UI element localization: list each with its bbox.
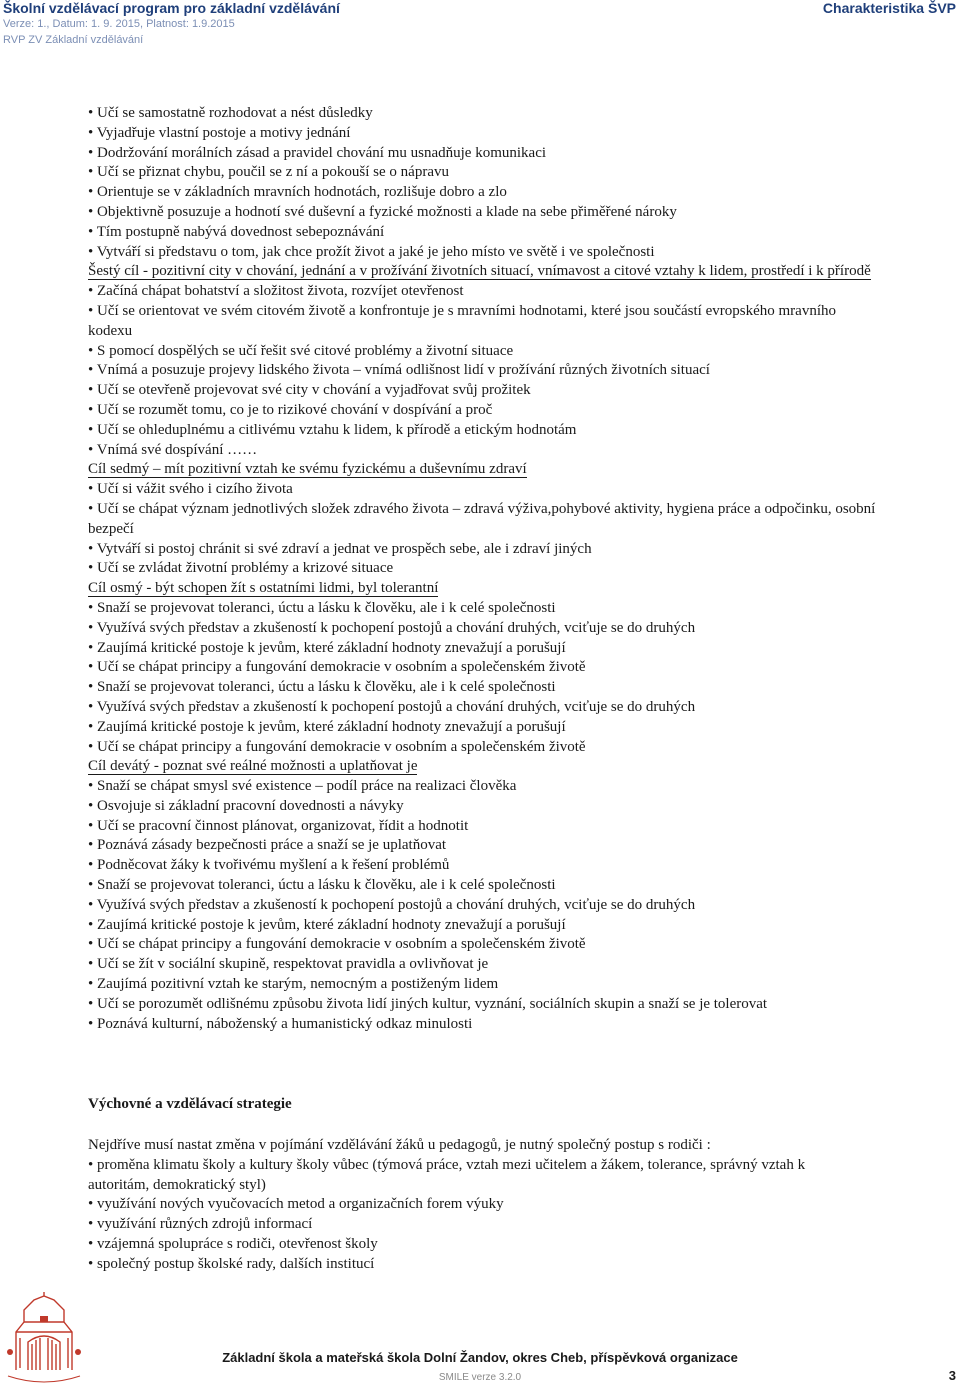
list-item: • Učí se rozumět tomu, co je to rizikové chování v dospívání a proč [88, 401, 493, 418]
goal-heading [88, 460, 878, 480]
list-item: • Zaujímá kritické postoje k jevům, které základní hodnoty znevažují a porušují [88, 639, 566, 656]
list-item: • Poznává zásady bezpečnosti práce a snaží se je uplatňovat [88, 837, 447, 854]
list-item: • Snaží se chápat smysl své existence – podíl práce na realizaci člověka [88, 778, 517, 795]
strategy-list [88, 1156, 848, 1275]
list-item: • Učí se zvládat životní problémy a krizové situace [88, 560, 394, 577]
list-item: • Vytváří si představu o tom, jak chce prožít život a jaké je jeho místo ve světě i ve společnosti [88, 243, 655, 260]
strategy-block [88, 1136, 848, 1275]
list-item: • Vnímá své dospívání …… [88, 441, 258, 458]
goal-heading-text: Šestý cíl - pozitivní city v chování, jednání a v prožívání životních situací, vnímavost a citové vztahy k lidem, prostředí i k přírodě [88, 263, 871, 280]
goal-heading [88, 757, 878, 777]
list-item: • Vyjadřuje vlastní postoje a motivy jednání [88, 124, 351, 141]
goal-heading-text: Cíl sedmý – mít pozitivní vztah ke svému fyzickému a duševnímu zdraví [88, 461, 527, 478]
list-item: • Snaží se projevovat toleranci, úctu a lásku k člověku, ale i k celé společnosti [88, 679, 556, 696]
list-item: • Zaujímá kritické postoje k jevům, které základní hodnoty znevažují a porušují [88, 718, 566, 735]
goals-content [88, 104, 878, 1034]
strategy-intro: Nejdříve musí nastat změna v pojímání vzdělávání žáků u pedagogů, je nutný společný postup s rodiči : [88, 1137, 711, 1153]
strategy-item: • vzájemná spolupráce s rodiči, otevřenost školy [88, 1235, 378, 1252]
list-item: • Dodržování morálních zásad a pravidel chování mu usnadňuje komunikaci [88, 144, 547, 161]
list-item: • Podněcovat žáky k tvořivému myšlení a k řešení problémů [88, 857, 450, 874]
goal-heading-text: Cíl devátý - poznat své reálné možnosti a uplatňovat je [88, 758, 418, 775]
list-item: • Začíná chápat bohatství a složitost života, rozvíjet otevřenost [88, 283, 464, 300]
footer-software-version: SMILE verze 3.2.0 [438, 1372, 522, 1383]
list-item: • Učí si vážit svého i cizího života [88, 481, 293, 498]
section-title: Charakteristika ŠVP [822, 0, 956, 16]
list-item: • Učí se orientovat ve svém citovém životě a konfrontuje je s mravními hodnotami, které jsou součástí evropského mravního kodexu [88, 302, 836, 339]
footer-school-name: Základní škola a mateřská škola Dolní Žandov, okres Cheb, příspěvková organizace [222, 1350, 738, 1365]
list-item: • Osvojuje si základní pracovní dovednosti a návyky [88, 797, 404, 814]
strategy-item: • společný postup školské rady, dalších institucí [88, 1255, 375, 1272]
page-number: 3 [948, 1368, 956, 1383]
list-item: • Snaží se projevovat toleranci, úctu a lásku k člověku, ale i k celé společnosti [88, 877, 556, 894]
list-item: • Učí se porozumět odlišnému způsobu života lidí jiných kultur, vyznání, sociálních skupin a snaží se je tolerovat [88, 995, 768, 1012]
list-item: • Vytváří si postoj chránit si své zdraví a jednat ve prospěch sebe, ale i zdraví jiných [88, 540, 592, 557]
list-item: • Zaujímá pozitivní vztah ke starým, nemocným a postiženým lidem [88, 976, 499, 993]
list-item: • Učí se chápat principy a fungování demokracie v osobním a společenském životě [88, 936, 586, 953]
document-title: Školní vzdělávací program pro základní vzdělávání [3, 0, 340, 16]
version-info: Verze: 1., Datum: 1. 9. 2015, Platnost: 1.9.2015 [3, 18, 235, 30]
strategy-item: • využívání nových vyučovacích metod a organizačních forem výuky [88, 1196, 504, 1213]
goal-heading [88, 262, 878, 282]
list-item: • Učí se otevřeně projevovat své city v chování a vyjadřovat svůj prožitek [88, 382, 531, 399]
list-item: • Učí se pracovní činnost plánovat, organizovat, řídit a hodnotit [88, 817, 469, 834]
goal-heading-text: Cíl osmý - být schopen žít s ostatními lidmi, byl tolerantní [88, 580, 439, 597]
list-item: • Učí se přiznat chybu, poučil se z ní a pokouší se o nápravu [88, 164, 449, 181]
list-item: • Učí se chápat význam jednotlivých složek zdravého života – zdravá výživa,pohybové aktivity, hygiena práce a odpočinku, osobní bezpečí [88, 500, 876, 537]
list-item: • Orientuje se v základních mravních hodnotách, rozlišuje dobro a zlo [88, 184, 507, 201]
list-item: • Tím postupně nabývá dovednost sebepoznávání [88, 223, 385, 240]
list-item: • Poznává kulturní, náboženský a humanistický odkaz minulosti [88, 1015, 473, 1032]
goal-heading [88, 579, 878, 599]
strategy-item: • využívání různých zdrojů informací [88, 1216, 313, 1233]
list-item: • Učí se ohleduplnému a citlivému vztahu k lidem, k přírodě a etickým hodnotám [88, 421, 577, 438]
list-item: • Objektivně posuzuje a hodnotí své duševní a fyzické možnosti a klade na sebe přiměřené nároky [88, 203, 677, 220]
list-item: • Učí se samostatně rozhodovat a nést důsledky [88, 105, 373, 121]
list-item: • Učí se žít v sociální skupině, respektovat pravidla a ovlivňovat je [88, 956, 489, 973]
school-gate-logo-icon [2, 1292, 86, 1384]
list-item: • Využívá svých představ a zkušeností k pochopení postojů a chování druhých, vciťuje se do druhých [88, 698, 696, 715]
list-item: • Učí se chápat principy a fungování demokracie v osobním a společenském životě [88, 738, 586, 755]
list-item: • Snaží se projevovat toleranci, úctu a lásku k člověku, ale i k celé společnosti [88, 599, 556, 616]
strategy-heading: Výchovné a vzdělávací strategie [88, 1096, 292, 1112]
page-header [0, 0, 960, 56]
list-item: • Využívá svých představ a zkušeností k pochopení postojů a chování druhých, vciťuje se do druhých [88, 619, 696, 636]
strategy-item: • proměna klimatu školy a kultury školy vůbec (týmová práce, vztah mezi učitelem a žákem, tolerance, správný vztah k autoritám, demokratický styl) [88, 1156, 806, 1193]
list-item: • Využívá svých představ a zkušeností k pochopení postojů a chování druhých, vciťuje se do druhých [88, 896, 696, 913]
list-item: • Učí se chápat principy a fungování demokracie v osobním a společenském životě [88, 659, 586, 676]
list-item: • S pomocí dospělých se učí řešit své citové problémy a životní situace [88, 342, 514, 359]
rvp-label: RVP ZV Základní vzdělávání [3, 34, 144, 46]
list-item: • Vnímá a posuzuje projevy lidského života – vnímá odlišnost lidí v prožívání různých životních situací [88, 362, 710, 379]
list-item: • Zaujímá kritické postoje k jevům, které základní hodnoty znevažují a porušují [88, 916, 566, 933]
